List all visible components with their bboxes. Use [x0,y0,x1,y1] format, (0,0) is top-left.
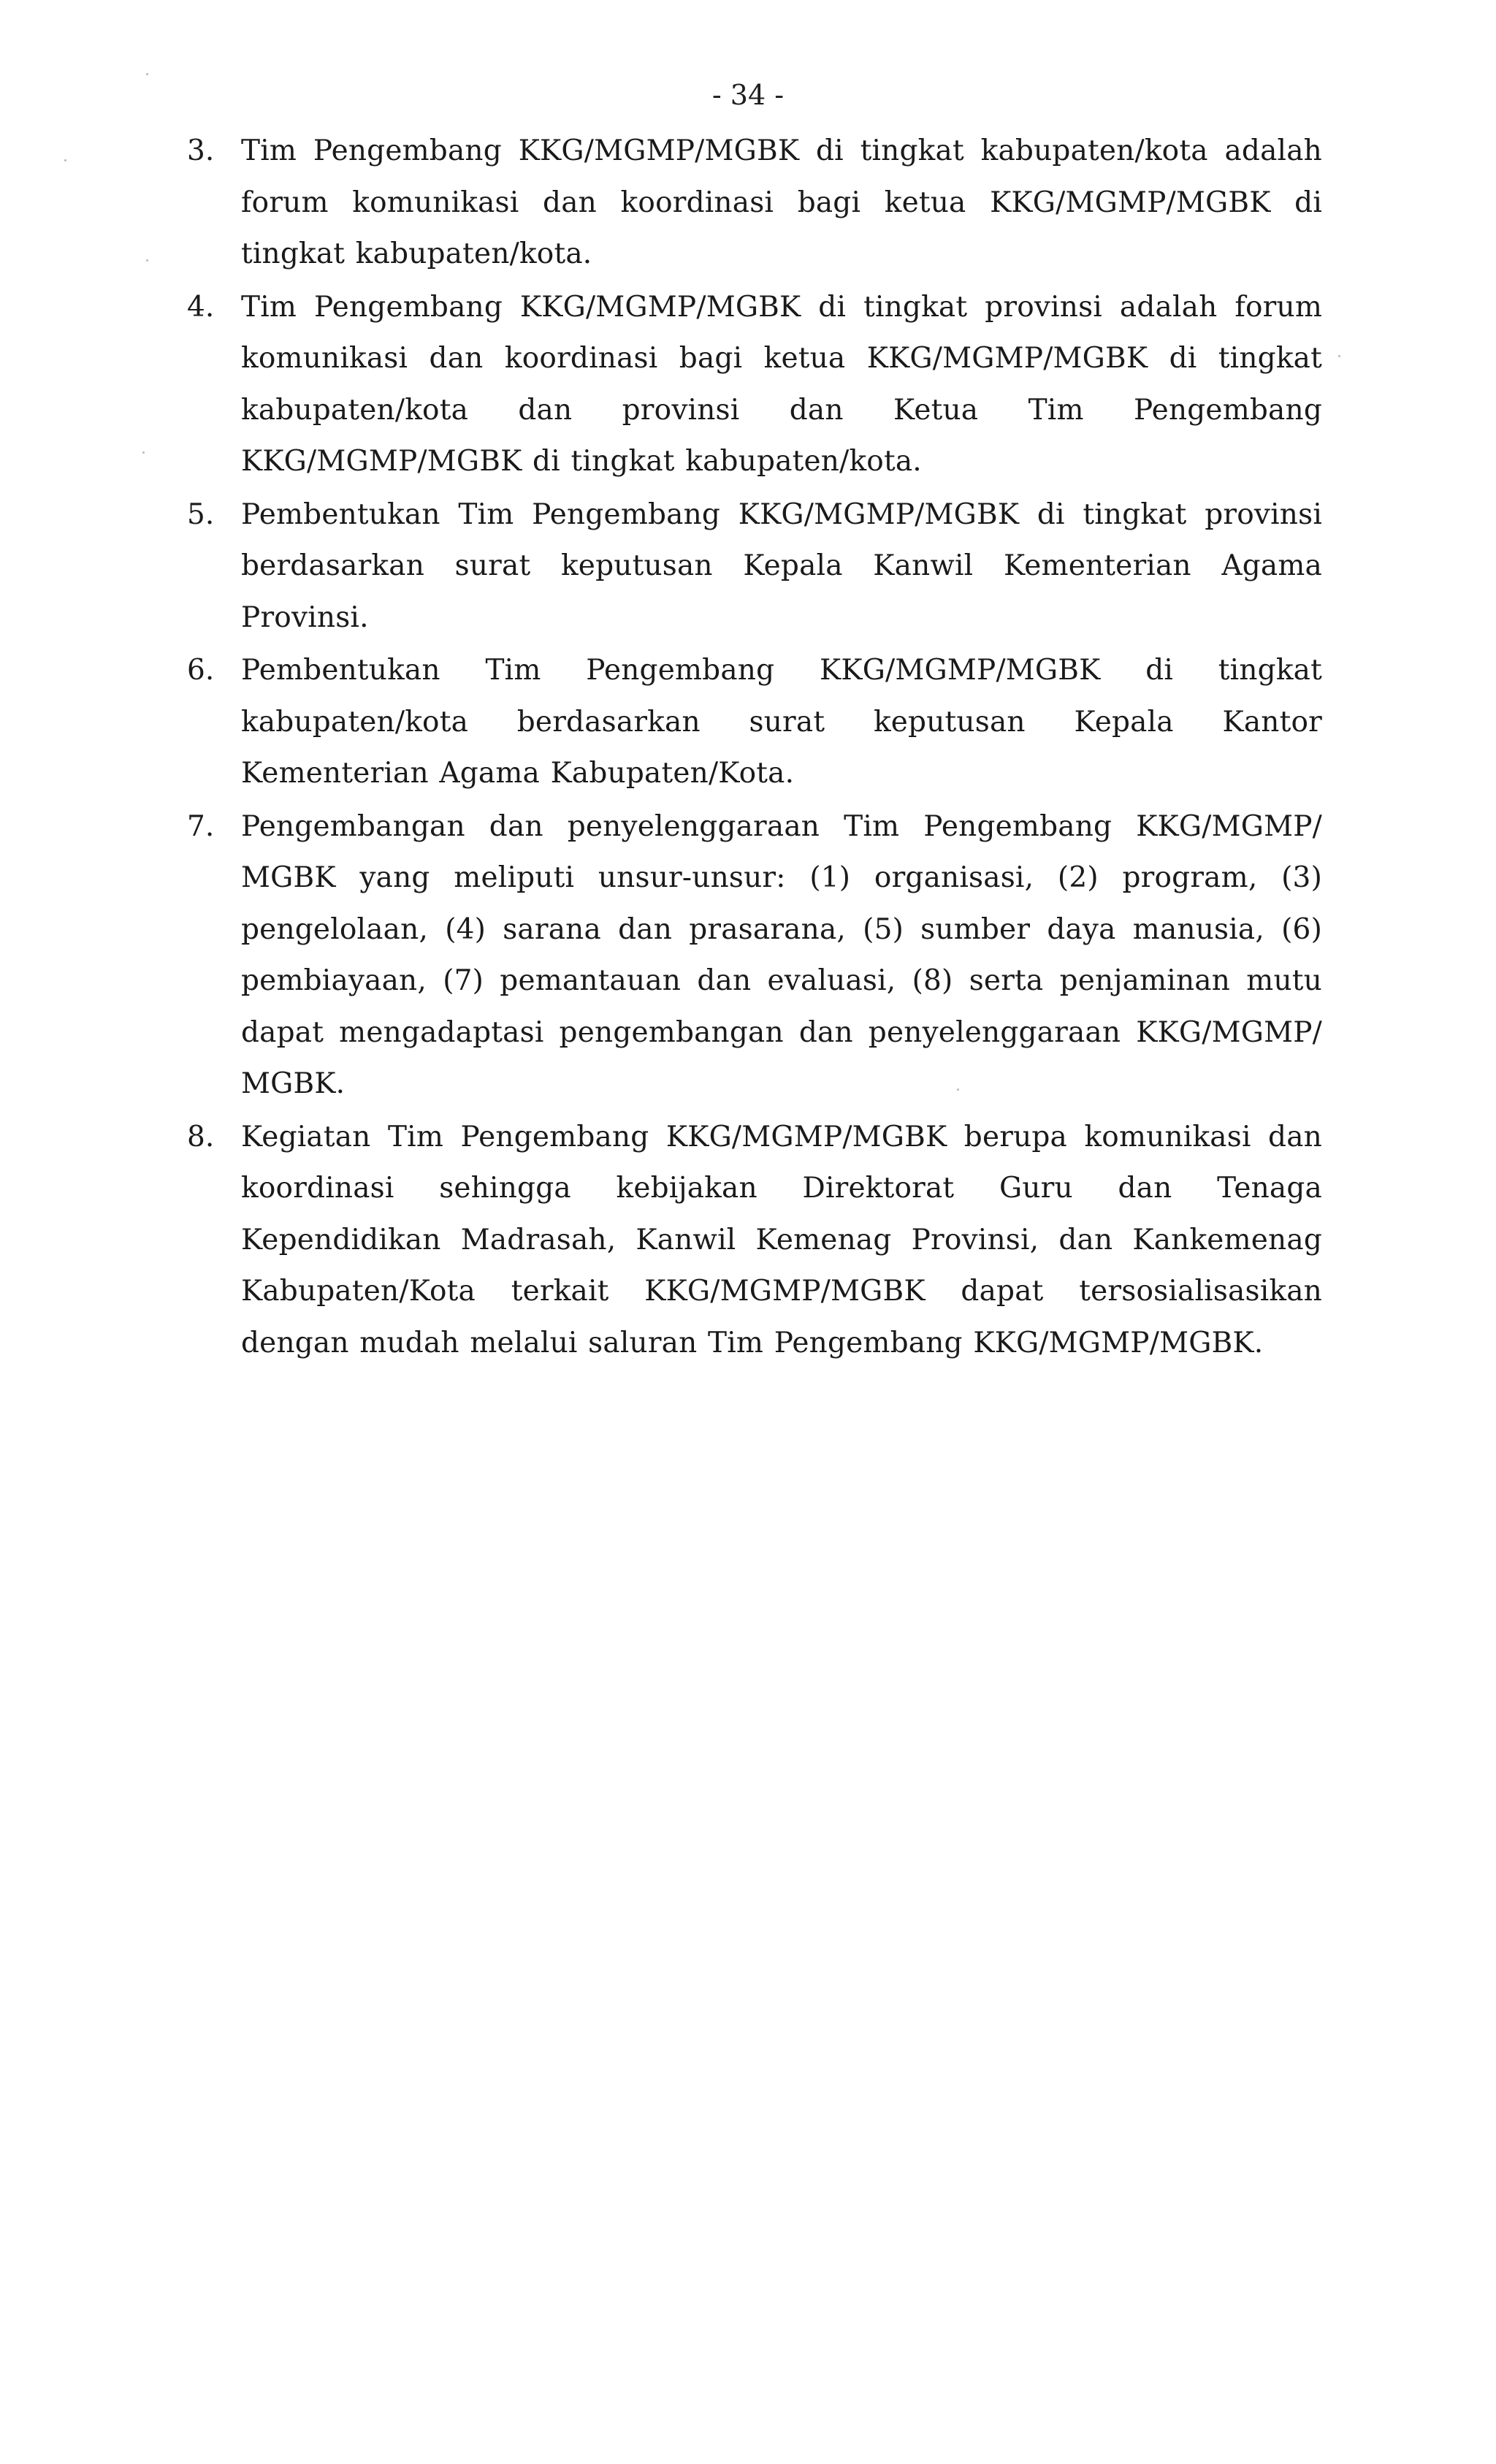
list-item [187,1112,1322,1370]
list-item [187,645,1322,800]
list-item-text: Tim Pengembang KKG/MGMP/MGBK di tingkat provinsi adalah forum komunikasi dan koordinasi bagi ketua KKG/MGMP/MGBK di tingkat kabupaten/kota dan provinsi dan Ketua Tim Pengembang KKG/MGMP/MGBK di tingkat kabupaten/kota. [241,290,1322,478]
list-item-number: 7. [187,809,215,843]
page-number: - 34 - [711,79,785,111]
numbered-list [187,126,1322,1369]
list-item [187,282,1322,488]
list-item-number: 4. [187,290,215,324]
scan-speck [142,451,145,454]
list-item-number: 8. [187,1120,215,1153]
list-item-text: Kegiatan Tim Pengembang KKG/MGMP/MGBK berupa komunikasi dan koordinasi sehingga kebijakan Direktorat Guru dan Tenaga Kependidikan Madrasah, Kanwil Kemenag Provinsi, dan Kankemenag Kabupaten/Kota terkait KKG/MGMP/MGBK dapat tersosialisasikan dengan mudah melalui saluran Tim Pengembang KKG/MGMP/MGBK. [241,1120,1322,1359]
list-item [187,801,1322,1110]
scan-speck [64,159,66,161]
scan-speck [146,259,148,262]
list-item-text: Pembentukan Tim Pengembang KKG/MGMP/MGBK di tingkat kabupaten/kota berdasarkan surat keputusan Kepala Kantor Kementerian Agama Kabupaten/Kota. [241,654,1322,790]
list-item [187,126,1322,281]
list-item-text: Pengembangan dan penyelenggaraan Tim Pengembang KKG/MGMP/ MGBK yang meliputi unsur-unsur: (1) organisasi, (2) program, (3) pengelolaan, (4) sarana dan prasarana, (5) sumber daya manusia, (6) pembiayaan, (7) pemantauan dan evaluasi, (8) serta penjaminan mutu dapat mengadaptasi pengembangan dan penyelenggaraan KKG/MGMP/ MGBK. [241,809,1322,1100]
list-item-number: 6. [187,654,215,687]
list-item [187,489,1322,644]
list-item-number: 5. [187,497,215,531]
list-item-text: Tim Pengembang KKG/MGMP/MGBK di tingkat kabupaten/kota adalah forum komunikasi dan koordinasi bagi ketua KKG/MGMP/MGBK di tingkat kabupaten/kota. [241,134,1322,270]
list-item-number: 3. [187,134,215,167]
list-item-text: Pembentukan Tim Pengembang KKG/MGMP/MGBK di tingkat provinsi berdasarkan surat keputusan Kepala Kanwil Kementerian Agama Provinsi. [241,497,1322,634]
scan-speck [1338,355,1340,357]
